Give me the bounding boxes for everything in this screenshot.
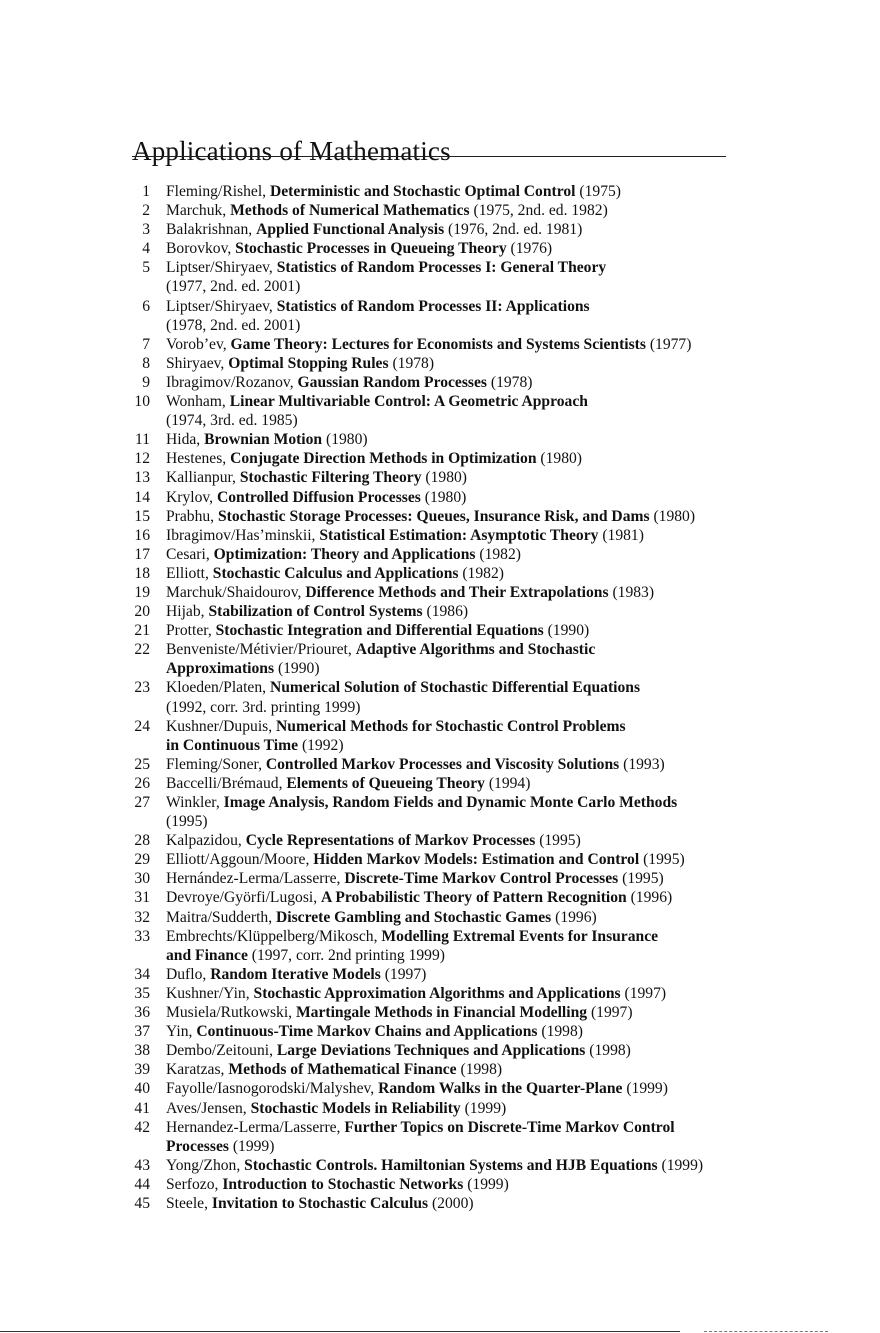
list-item — [0, 908, 880, 927]
entry-title: Brownian Motion — [204, 431, 323, 449]
entry-number: 26 — [134, 774, 150, 792]
entry-authors: Duflo, — [166, 965, 207, 983]
list-item — [0, 488, 880, 507]
entry-line — [166, 1079, 860, 1098]
entry-publication: (1977) — [649, 335, 692, 353]
entry-publication: (1999) — [464, 1099, 507, 1117]
entry-title: Continuous-Time Markov Chains and Applications — [196, 1023, 538, 1041]
entry-publication: (1997) — [384, 965, 427, 983]
list-item — [0, 869, 880, 888]
list-item — [0, 1175, 880, 1194]
entry-line — [166, 373, 860, 392]
entry-line — [166, 812, 860, 831]
entry-publication: (1998) — [589, 1042, 631, 1060]
entry-authors: Borovkov, — [166, 240, 232, 258]
entry-title: Modelling Extremal Events for Insurance — [381, 927, 659, 945]
entry-publication: (1998) — [460, 1061, 503, 1079]
list-item — [0, 201, 880, 220]
entry-authors: Karatzas, — [166, 1061, 225, 1079]
page-title: Applications of Mathematics — [132, 136, 451, 167]
entry-publication: (1995) — [643, 851, 685, 869]
entry-line — [166, 1041, 860, 1060]
entry-title: Stochastic Filtering Theory — [239, 469, 422, 487]
entry-number: 44 — [134, 1175, 150, 1193]
entry-authors: Benveniste/Métivier/Priouret, — [166, 641, 352, 659]
entry-number: 3 — [142, 221, 150, 239]
entry-line — [166, 201, 860, 220]
entry-line — [166, 220, 860, 239]
entry-authors: Yong/Zhon, — [166, 1156, 241, 1174]
entry-publication: (1995) — [166, 813, 208, 831]
entry-title: Optimization: Theory and Applications — [213, 545, 476, 563]
entry-authors: Liptser/Shiryaev, — [166, 297, 273, 315]
entry-title-continued: Processes — [166, 1137, 229, 1155]
entry-publication: (1978) — [490, 373, 533, 391]
entry-title: Numerical Methods for Stochastic Control Problems — [276, 717, 626, 735]
entry-authors: Baccelli/Brémaud, — [166, 774, 283, 792]
entry-number: 10 — [134, 393, 150, 411]
entry-line — [166, 354, 860, 373]
entry-number: 41 — [134, 1099, 150, 1117]
entry-authors: Kloeden/Platen, — [166, 679, 267, 697]
entry-publication: (1997) — [590, 1004, 633, 1022]
entry-authors: Steele, — [166, 1194, 208, 1212]
list-item — [0, 621, 880, 640]
entry-line — [166, 1022, 860, 1041]
entry-title: Game Theory: Lectures for Economists and Systems Scientists — [230, 335, 646, 353]
entry-title: Stochastic Integration and Differential Equations — [215, 622, 544, 640]
list-item — [0, 373, 880, 392]
entry-publication: (1981) — [602, 526, 644, 544]
entry-authors: Maitra/Sudderth, — [166, 908, 273, 926]
list-item — [0, 850, 880, 869]
entry-line — [166, 984, 860, 1003]
list-item — [0, 1156, 880, 1175]
entry-number: 45 — [134, 1194, 150, 1212]
entry-number: 34 — [134, 965, 150, 983]
entry-line — [166, 1060, 860, 1079]
entry-publication: (1997) — [624, 984, 667, 1002]
entry-publication: (1974, 3rd. ed. 1985) — [166, 412, 298, 430]
entry-authors: Hernandez-Lerma/Lasserre, — [166, 1118, 341, 1136]
entry-authors: Fleming/Rishel, — [166, 183, 267, 200]
entry-authors: Fleming/Soner, — [166, 755, 262, 773]
entry-title: Difference Methods and Their Extrapolations — [305, 583, 609, 601]
entry-number: 25 — [134, 755, 150, 773]
entry-authors: Protter, — [166, 622, 212, 640]
list-item — [0, 755, 880, 774]
entry-line — [166, 449, 860, 468]
entry-title-continued: Approximations — [166, 660, 275, 678]
entry-title: Introduction to Stochastic Networks — [222, 1175, 464, 1193]
entry-title: Applied Functional Analysis — [256, 221, 445, 239]
entry-publication: (1999) — [232, 1137, 275, 1155]
entry-authors: Shiryaev, — [166, 354, 225, 372]
entry-number: 17 — [134, 545, 150, 563]
entry-title: Elements of Queueing Theory — [286, 774, 485, 792]
entry-authors: Vorob’ev, — [166, 335, 227, 353]
entry-line — [166, 468, 860, 487]
entry-number: 43 — [134, 1156, 150, 1174]
entry-line — [166, 1003, 860, 1022]
list-item — [0, 717, 880, 755]
entry-number: 24 — [134, 717, 150, 735]
entry-number: 39 — [134, 1061, 150, 1079]
entry-line — [166, 1118, 860, 1137]
entry-title: Discrete-Time Markov Control Processes — [344, 870, 619, 888]
bottom-dashes — [704, 1331, 828, 1332]
entry-authors: Musiela/Rutkowski, — [166, 1004, 293, 1022]
entry-authors: Winkler, — [166, 794, 220, 811]
list-item — [0, 468, 880, 487]
entry-line — [166, 659, 860, 678]
entry-authors: Yin, — [166, 1023, 193, 1041]
entry-publication: (1995) — [622, 870, 664, 888]
entry-publication: (1998) — [541, 1023, 583, 1041]
entry-line — [166, 1156, 860, 1175]
entry-title: Random Iterative Models — [210, 965, 381, 983]
list-item — [0, 965, 880, 984]
entry-number: 9 — [142, 373, 150, 391]
entry-title: Stochastic Processes in Queueing Theory — [235, 240, 507, 258]
entry-publication: (1980) — [540, 450, 582, 468]
entry-title: Random Walks in the Quarter-Plane — [378, 1080, 623, 1098]
entry-title-continued: in Continuous Time — [166, 736, 299, 754]
entry-line — [166, 316, 860, 335]
entry-authors: Wonham, — [166, 393, 226, 411]
entry-line — [166, 411, 860, 430]
entry-authors: Serfozo, — [166, 1175, 219, 1193]
entry-line — [166, 717, 860, 736]
list-item — [0, 258, 880, 296]
entry-line — [166, 869, 860, 888]
entry-title: Optimal Stopping Rules — [228, 354, 389, 372]
entry-line — [166, 297, 860, 316]
entry-title: Statistical Estimation: Asymptotic Theory — [319, 526, 599, 544]
entry-number: 33 — [134, 927, 150, 945]
list-item — [0, 1194, 880, 1213]
entry-title: Stochastic Storage Processes: Queues, Insurance Risk, and Dams — [217, 507, 650, 525]
entry-authors: Fayolle/Iasnogorodski/Malyshev, — [166, 1080, 375, 1098]
entry-publication: (1980) — [653, 507, 696, 525]
entry-number: 29 — [134, 851, 150, 869]
entry-publication: (1999) — [626, 1080, 668, 1098]
entry-authors: Marchuk/Shaidourov, — [166, 583, 302, 601]
list-item — [0, 1079, 880, 1098]
entry-title: Statistics of Random Processes I: General Theory — [276, 259, 607, 277]
entry-title: Invitation to Stochastic Calculus — [211, 1194, 429, 1212]
entry-line — [166, 850, 860, 869]
list-item — [0, 392, 880, 430]
entry-publication: (1997, corr. 2nd printing 1999) — [251, 946, 445, 964]
title-rule — [132, 156, 726, 157]
entry-number: 21 — [134, 622, 150, 640]
list-item — [0, 1060, 880, 1079]
entry-title: Statistics of Random Processes II: Applications — [276, 297, 590, 315]
list-item — [0, 297, 880, 335]
entry-title: Conjugate Direction Methods in Optimization — [230, 450, 537, 468]
entry-line — [166, 545, 860, 564]
entry-number: 19 — [134, 583, 150, 601]
entry-number: 23 — [134, 679, 150, 697]
entry-number: 42 — [134, 1118, 150, 1136]
entry-number: 8 — [142, 354, 150, 372]
list-item — [0, 564, 880, 583]
list-item — [0, 1118, 880, 1156]
entry-line — [166, 583, 860, 602]
entry-publication: (1976) — [510, 240, 553, 258]
entry-line — [166, 392, 860, 411]
entry-publication: (1994) — [488, 774, 531, 792]
list-item — [0, 354, 880, 373]
entry-number: 18 — [134, 564, 150, 582]
entry-publication: (1996) — [630, 889, 673, 907]
entry-authors: Kalpazidou, — [166, 832, 242, 850]
entry-line — [166, 736, 860, 755]
entry-title: Cycle Representations of Markov Processes — [245, 832, 536, 850]
entry-publication: (1980) — [326, 431, 368, 449]
list-item — [0, 1099, 880, 1118]
entry-line — [166, 258, 860, 277]
entry-line — [166, 793, 860, 812]
entry-authors: Cesari, — [166, 545, 210, 563]
entry-number: 11 — [134, 431, 150, 449]
entry-number: 12 — [134, 450, 150, 468]
entry-number: 40 — [134, 1080, 150, 1098]
list-item — [0, 984, 880, 1003]
entry-line — [166, 678, 860, 697]
entry-publication: (1975, 2nd. ed. 1982) — [473, 202, 608, 220]
list-item — [0, 640, 880, 678]
entry-line — [166, 621, 860, 640]
entry-number: 30 — [134, 870, 150, 888]
list-item — [0, 220, 880, 239]
list-item — [0, 602, 880, 621]
entry-authors: Hida, — [166, 431, 201, 449]
entry-publication: (1986) — [426, 603, 469, 621]
entry-authors: Dembo/Zeitouni, — [166, 1042, 273, 1060]
entry-title: Hidden Markov Models: Estimation and Control — [313, 851, 640, 869]
list-item — [0, 430, 880, 449]
entry-title: Image Analysis, Random Fields and Dynamic Monte Carlo Methods — [223, 794, 678, 811]
entry-number: 6 — [142, 297, 150, 315]
entry-number: 22 — [134, 641, 150, 659]
entry-publication: (1977, 2nd. ed. 2001) — [166, 278, 301, 296]
entry-publication: (1990) — [277, 660, 320, 678]
entry-line — [166, 335, 860, 354]
entry-line — [166, 908, 860, 927]
list-item — [0, 774, 880, 793]
entry-number: 35 — [134, 984, 150, 1002]
entry-publication: (1996) — [555, 908, 597, 926]
entry-line — [166, 602, 860, 621]
entry-line — [166, 1099, 860, 1118]
entry-publication: (1999) — [467, 1175, 509, 1193]
list-item — [0, 678, 880, 716]
entry-publication: (2000) — [431, 1194, 474, 1212]
list-item — [0, 526, 880, 545]
entry-line — [166, 946, 860, 965]
entry-number: 36 — [134, 1004, 150, 1022]
entry-authors: Elliott/Aggoun/Moore, — [166, 851, 310, 869]
entry-line — [166, 1194, 860, 1213]
entry-line — [166, 564, 860, 583]
entry-title: Methods of Numerical Mathematics — [230, 202, 470, 220]
entry-publication: (1999) — [661, 1156, 704, 1174]
series-list — [0, 182, 880, 1213]
entry-line — [166, 1137, 860, 1156]
entry-title: Methods of Mathematical Finance — [228, 1061, 457, 1079]
entry-publication: (1983) — [612, 583, 655, 601]
entry-number: 13 — [134, 469, 150, 487]
entry-number: 20 — [134, 603, 150, 621]
entry-number: 5 — [142, 259, 150, 277]
entry-line — [166, 526, 860, 545]
entry-publication: (1976, 2nd. ed. 1981) — [448, 221, 583, 239]
entry-number: 32 — [134, 908, 150, 926]
list-item — [0, 545, 880, 564]
entry-title: Controlled Diffusion Processes — [216, 488, 421, 506]
entry-line — [166, 507, 860, 526]
entry-publication: (1975) — [579, 183, 621, 200]
entry-line — [166, 831, 860, 850]
entry-number: 28 — [134, 832, 150, 850]
entry-number: 37 — [134, 1023, 150, 1041]
entry-number: 2 — [142, 202, 150, 220]
bottom-rule — [0, 1331, 680, 1332]
entry-publication: (1990) — [547, 622, 590, 640]
entry-authors: Devroye/Györfi/Lugosi, — [166, 889, 318, 907]
entry-title: Large Deviations Techniques and Applications — [276, 1042, 586, 1060]
entry-publication: (1993) — [623, 755, 665, 773]
list-item — [0, 1003, 880, 1022]
entry-publication: (1978) — [392, 354, 435, 372]
entry-publication: (1992) — [301, 736, 344, 754]
entry-authors: Kushner/Yin, — [166, 984, 250, 1002]
list-item — [0, 239, 880, 258]
entry-authors: Hernández-Lerma/Lasserre, — [166, 870, 341, 888]
entry-line — [166, 430, 860, 449]
entry-line — [166, 774, 860, 793]
entry-line — [166, 239, 860, 258]
entry-authors: Balakrishnan, — [166, 221, 253, 239]
list-item — [0, 335, 880, 354]
entry-line — [166, 755, 860, 774]
entry-publication: (1978, 2nd. ed. 2001) — [166, 316, 301, 334]
entry-number: 31 — [134, 889, 150, 907]
entry-number: 38 — [134, 1042, 150, 1060]
entry-line — [166, 277, 860, 296]
entry-number: 15 — [134, 507, 150, 525]
entry-title: Adaptive Algorithms and Stochastic — [355, 641, 596, 659]
entry-authors: Hestenes, — [166, 450, 227, 468]
entry-title: A Probabilistic Theory of Pattern Recognition — [321, 889, 627, 907]
entry-number: 7 — [142, 335, 150, 353]
entry-authors: Ibragimov/Rozanov, — [166, 373, 294, 391]
entry-number: 14 — [134, 488, 150, 506]
list-item — [0, 583, 880, 602]
entry-authors: Ibragimov/Has’minskii, — [166, 526, 316, 544]
entry-authors: Liptser/Shiryaev, — [166, 259, 273, 277]
entry-line — [166, 698, 860, 717]
entry-title: Stabilization of Control Systems — [208, 603, 423, 621]
entry-line — [166, 488, 860, 507]
entry-title: Stochastic Calculus and Applications — [212, 564, 459, 582]
entry-line — [166, 927, 860, 946]
list-item — [0, 831, 880, 850]
entry-authors: Embrechts/Klüppelberg/Mikosch, — [166, 927, 378, 945]
entry-publication: (1995) — [539, 832, 581, 850]
entry-title: Numerical Solution of Stochastic Differential Equations — [269, 679, 641, 697]
entry-title: Deterministic and Stochastic Optimal Control — [269, 183, 576, 200]
list-item — [0, 927, 880, 965]
entry-authors: Krylov, — [166, 488, 214, 506]
list-item — [0, 888, 880, 907]
entry-title: Further Topics on Discrete-Time Markov Control — [344, 1118, 675, 1136]
entry-title: Stochastic Models in Reliability — [250, 1099, 461, 1117]
entry-publication: (1980) — [425, 469, 467, 487]
list-item — [0, 507, 880, 526]
entry-authors: Kushner/Dupuis, — [166, 717, 273, 735]
entry-authors: Elliott, — [166, 564, 209, 582]
entry-line — [166, 888, 860, 907]
list-item — [0, 182, 880, 201]
entry-line — [166, 182, 860, 201]
entry-publication: (1980) — [424, 488, 467, 506]
entry-line — [166, 640, 860, 659]
entry-title: Linear Multivariable Control: A Geometric Approach — [229, 393, 588, 411]
entry-authors: Hijab, — [166, 603, 205, 621]
entry-authors: Prabhu, — [166, 507, 215, 525]
entry-title: Stochastic Controls. Hamiltonian Systems and HJB Equations — [244, 1156, 658, 1174]
entry-title-continued: and Finance — [166, 946, 248, 964]
list-item — [0, 793, 880, 831]
entry-authors: Kallianpur, — [166, 469, 236, 487]
entry-title: Discrete Gambling and Stochastic Games — [276, 908, 552, 926]
entry-line — [166, 1175, 860, 1194]
entry-title: Martingale Methods in Financial Modelling — [295, 1004, 588, 1022]
entry-number: 1 — [142, 183, 150, 200]
list-item — [0, 1022, 880, 1041]
entry-line — [166, 965, 860, 984]
entry-authors: Marchuk, — [166, 202, 227, 220]
entry-publication: (1992, corr. 3rd. printing 1999) — [166, 698, 361, 716]
entry-number: 4 — [142, 240, 150, 258]
list-item — [0, 449, 880, 468]
entry-number: 27 — [134, 794, 150, 811]
entry-publication: (1982) — [462, 564, 504, 582]
entry-publication: (1982) — [479, 545, 521, 563]
list-item — [0, 1041, 880, 1060]
entry-title: Gaussian Random Processes — [297, 373, 487, 391]
entry-title: Stochastic Approximation Algorithms and Applications — [253, 984, 621, 1002]
entry-title: Controlled Markov Processes and Viscosity Solutions — [265, 755, 620, 773]
entry-number: 16 — [134, 526, 150, 544]
entry-authors: Aves/Jensen, — [166, 1099, 247, 1117]
